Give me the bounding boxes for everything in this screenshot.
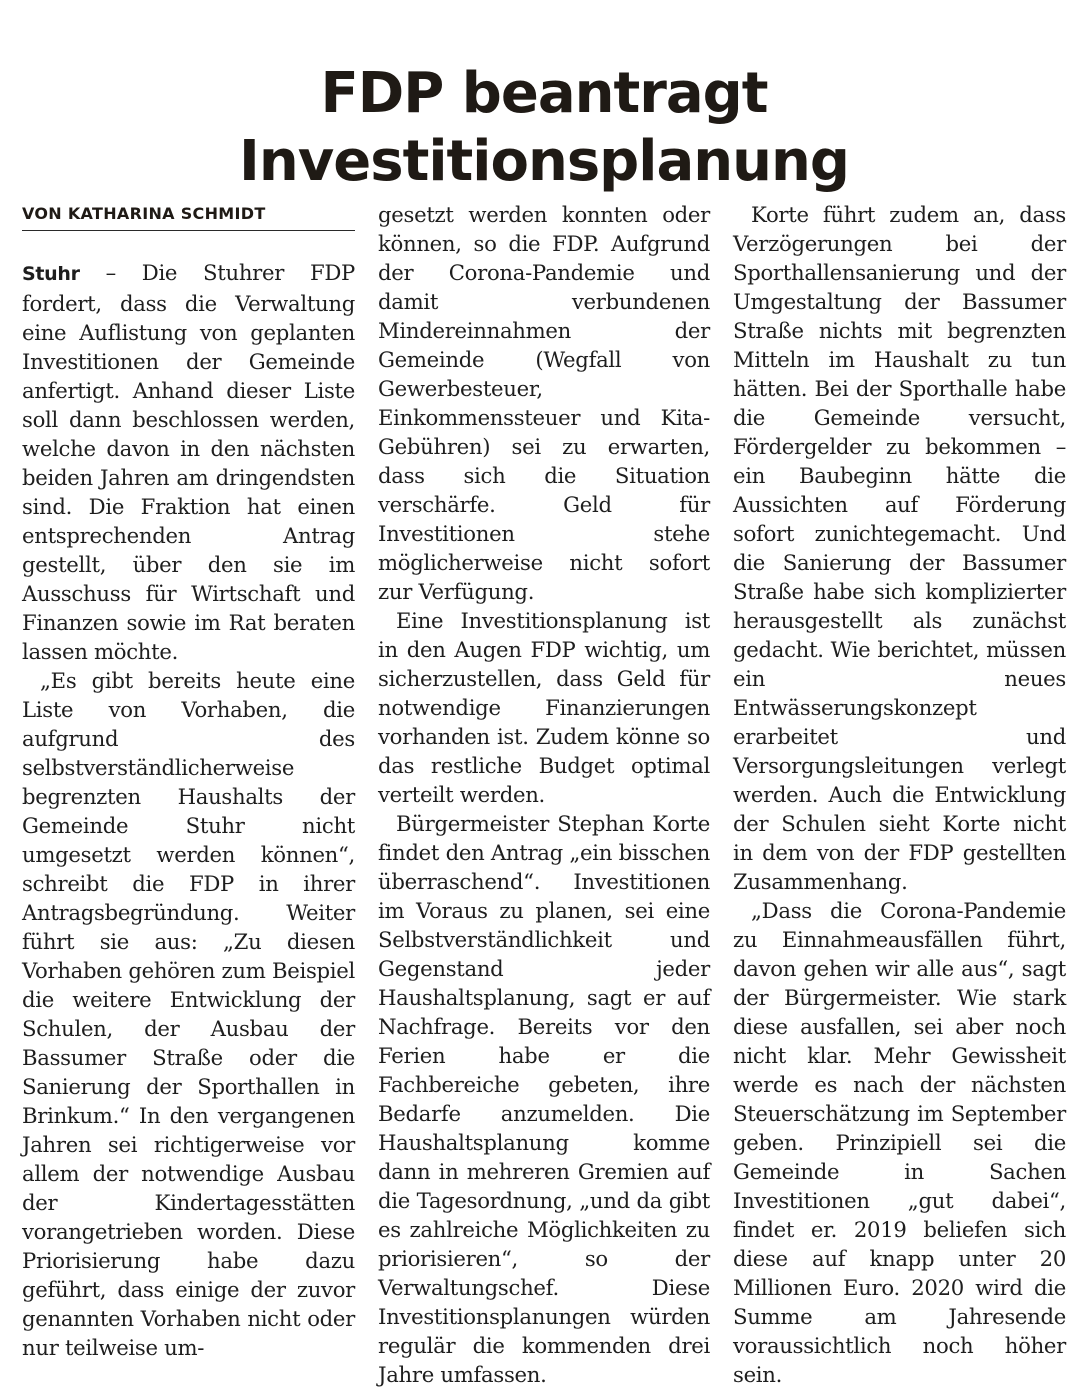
paragraph-2-part-2: gesetzt werden konnten oder können, so die FDP. Aufgrund der Corona-Pandemie und damit verbundenen Mindereinnahmen der Gemeinde (Wegfall von Gewerbesteuer, Einkommenssteuer und Kita-Gebühren) sei zu erwarten, dass sich die Situation verschärfe. Geld für Investitionen stehe möglicherweise nicht sofort zur Verfügung. [378, 202, 710, 604]
byline: VON KATHARINA SCHMIDT [22, 204, 355, 231]
article-column-2 [378, 200, 710, 1389]
article-column-3 [733, 200, 1066, 1389]
paragraph-4: Bürgermeister Stephan Korte findet den Antrag „ein bisschen überraschend“. Investitionen im Voraus zu planen, sei eine Selbstverständlichkeit und Gegenstand jeder Haushaltsplanung, sagt er auf Nachfrage. Bereits vor den Ferien habe er die Fachbereiche gebeten, ihre Bedarfe anzumelden. Die Haushaltsplanung komme dann in mehreren Gremien auf die Tagesordnung, „und da gibt es zahlreiche Möglichkeiten zu priorisieren“, so der Verwaltungschef. Diese Investitionsplanungen würden regulär die kommenden drei Jahre umfassen. [378, 811, 710, 1387]
article-column-1 [22, 258, 355, 1362]
paragraph-2-part-1: „Es gibt bereits heute eine Liste von Vorhaben, die aufgrund des selbstverständlicherweise begrenzten Haushalts der Gemeinde Stuhr nicht umgesetzt werden können“, schreibt die FDP in ihrer Antragsbegründung. Weiter führt sie aus: „Zu diesen Vorhaben gehören zum Beispiel die weitere Entwicklung der Schulen, der Ausbau der Bassumer Straße oder die Sanierung der Sporthallen in Brinkum.“ In den vergangenen Jahren sei richtigerweise vor allem der notwendige Ausbau der Kindertagesstätten vorangetrieben worden. Diese Priorisierung habe dazu geführt, dass einige der zuvor genannten Vorhaben nicht oder nur teilweise um- [22, 668, 355, 1360]
paragraph-6: „Dass die Corona-Pandemie zu Einnahmeausfällen führt, davon gehen wir alle aus“, sagt der Bürgermeister. Wie stark diese ausfallen, sei aber noch nicht klar. Mehr Gewissheit werde es nach der nächsten Steuerschätzung im September geben. Prinzipiell sei die Gemeinde in Sachen Investitionen „gut dabei“, findet er. 2019 beliefen sich diese auf knapp unter 20 Millionen Euro. 2020 wird die Summe am Jahresende voraussichtlich noch höher sein. [733, 898, 1066, 1387]
paragraph-5: Korte führt zudem an, dass Verzögerungen bei der Sporthallensanierung und der Umgestaltung der Bassumer Straße nichts mit begrenzten Mitteln im Haushalt zu tun hätten. Bei der Sporthalle habe die Gemeinde versucht, Fördergelder zu bekommen – ein Baubeginn hätte die Aussichten auf Förderung sofort zunichtegemacht. Und die Sanierung der Bassumer Straße habe sich komplizierter herausgestellt als zunächst gedacht. Wie berichtet, müssen ein neues Entwässerungskonzept erarbeitet und Versorgungsleitungen verlegt werden. Auch die Entwicklung der Schulen sieht Korte nicht in dem von der FDP gestellten Zusammenhang. [733, 202, 1066, 894]
article-headline [0, 60, 1088, 196]
lead-paragraph [22, 258, 355, 666]
headline-line-2: Investitionsplanung [239, 128, 849, 194]
paragraph-3: Eine Investitionsplanung ist in den Augen FDP wichtig, um sicherzustellen, dass Geld für notwendige Finanzierungen vorhanden ist. Zudem könne so das restliche Budget optimal verteilt werden. [378, 608, 710, 807]
dateline: Stuhr [22, 263, 80, 285]
headline-line-1: FDP beantragt [320, 60, 768, 126]
lead-text: – Die Stuhrer FDP fordert, dass die Verwaltung eine Auflistung von geplanten Investitionen der Gemeinde anfertigt. Anhand dieser Liste soll dann beschlossen werden, welche davon in den nächsten beiden Jahren am dringendsten sind. Die Fraktion hat einen entsprechenden Antrag gestellt, über den sie im Ausschuss für Wirtschaft und Finanzen sowie im Rat beraten lassen möchte. [22, 260, 356, 664]
